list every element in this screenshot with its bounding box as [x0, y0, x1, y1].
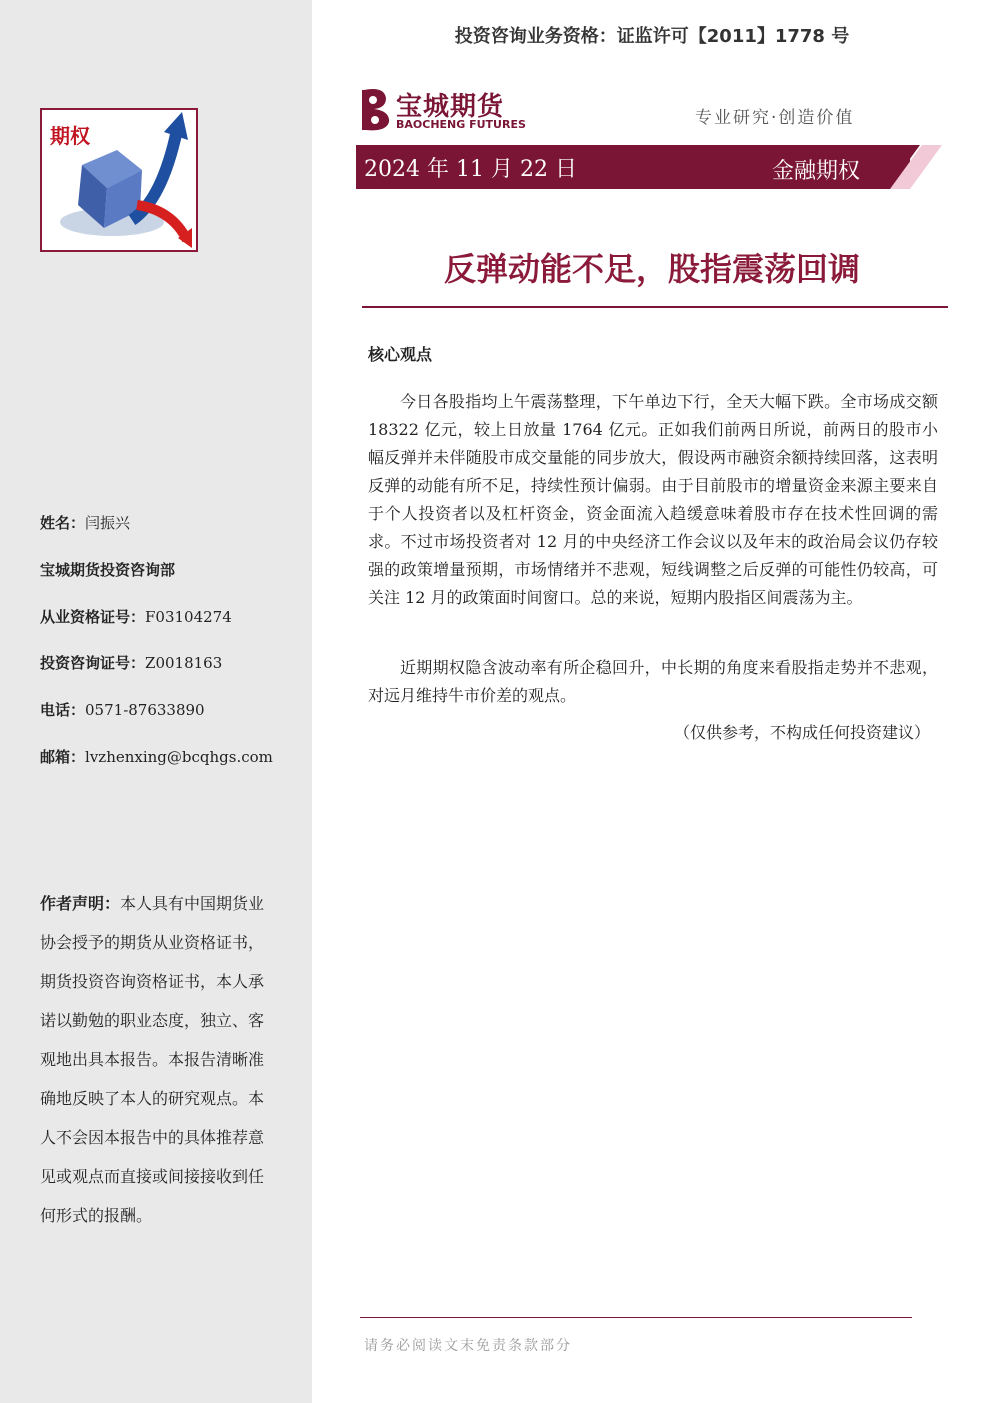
report-date: 2024 年 11 月 22 日 — [364, 157, 577, 182]
logo-english: BAOCHENG FUTURES — [396, 118, 526, 131]
license-line: 投资咨询业务资格：证监许可【2011】1778 号 — [454, 26, 850, 47]
disclaimer-note: （仅供参考，不构成任何投资建议） — [673, 723, 930, 742]
report-category: 金融期权 — [772, 159, 861, 184]
author-invest-cert: 投资咨询证号：Z0018163 — [40, 654, 223, 672]
author-email: 邮箱：lvzhenxing@bcqhgs.com — [40, 748, 273, 766]
cover-image — [40, 108, 198, 252]
banner-stripes-icon — [862, 145, 942, 189]
section-heading: 核心观点 — [368, 345, 433, 364]
footer-text: 请务必阅读文末免责条款部分 — [364, 1338, 572, 1354]
paragraph: 近期期权隐含波动率有所企稳回升，中长期的角度来看股指走势并不悲观，对远月维持牛市价差的观点。 — [368, 658, 938, 705]
cover-label: 期权 — [50, 124, 90, 148]
author-phone: 电话：0571-87633890 — [40, 701, 205, 719]
title-divider — [362, 306, 948, 308]
slogan: 专业研究·创造价值 — [695, 108, 855, 128]
author-qualification: 从业资格证号：F03104274 — [40, 608, 232, 626]
author-name: 姓名：闫振兴 — [40, 514, 131, 532]
report-title: 反弹动能不足，股指震荡回调 — [443, 250, 860, 288]
footer-divider — [360, 1317, 912, 1318]
logo-name: 宝城期货 — [396, 92, 505, 122]
author-dept: 宝城期货投资咨询部 — [40, 561, 176, 579]
author-statement: 作者声明：本人具有中国期货业协会授予的期货从业资格证书，期货投资咨询资格证书，本人承诺以勤勉的职业态度，独立、客观地出具本报告。本报告清晰准确地反映了本人的研究观点。本人不会因本报告中的具体推荐意见或观点而直接或间接接收到任何形式的报酬。 — [40, 894, 265, 1225]
sidebar — [0, 0, 312, 1403]
paragraph: 今日各股指均上午震荡整理，下午单边下行，全天大幅下跌。全市场成交额 18322 亿元，较上日放量 1764 亿元。正如我们前两日所说，前两日的股市小幅反弹并未伴随股市成交量能的同步放大，假设两市融资余额持续回落，这表明反弹的动能有所不足，持续性预计偏弱。由于目前股市的增量资金来源主要来自于个人投资者以及杠杆资金，资金面流入趋缓意味着股市存在技术性回调的需求。不过市场投资者对 12 月的中央经济工作会议以及年末的政治局会议仍存较强的政策增量预期，市场情绪并不悲观，短线调整之后反弹的可能性仍较高，可关注 12 月的政策面时间窗口。总的来说，短期内股指区间震荡为主。 — [368, 392, 938, 607]
